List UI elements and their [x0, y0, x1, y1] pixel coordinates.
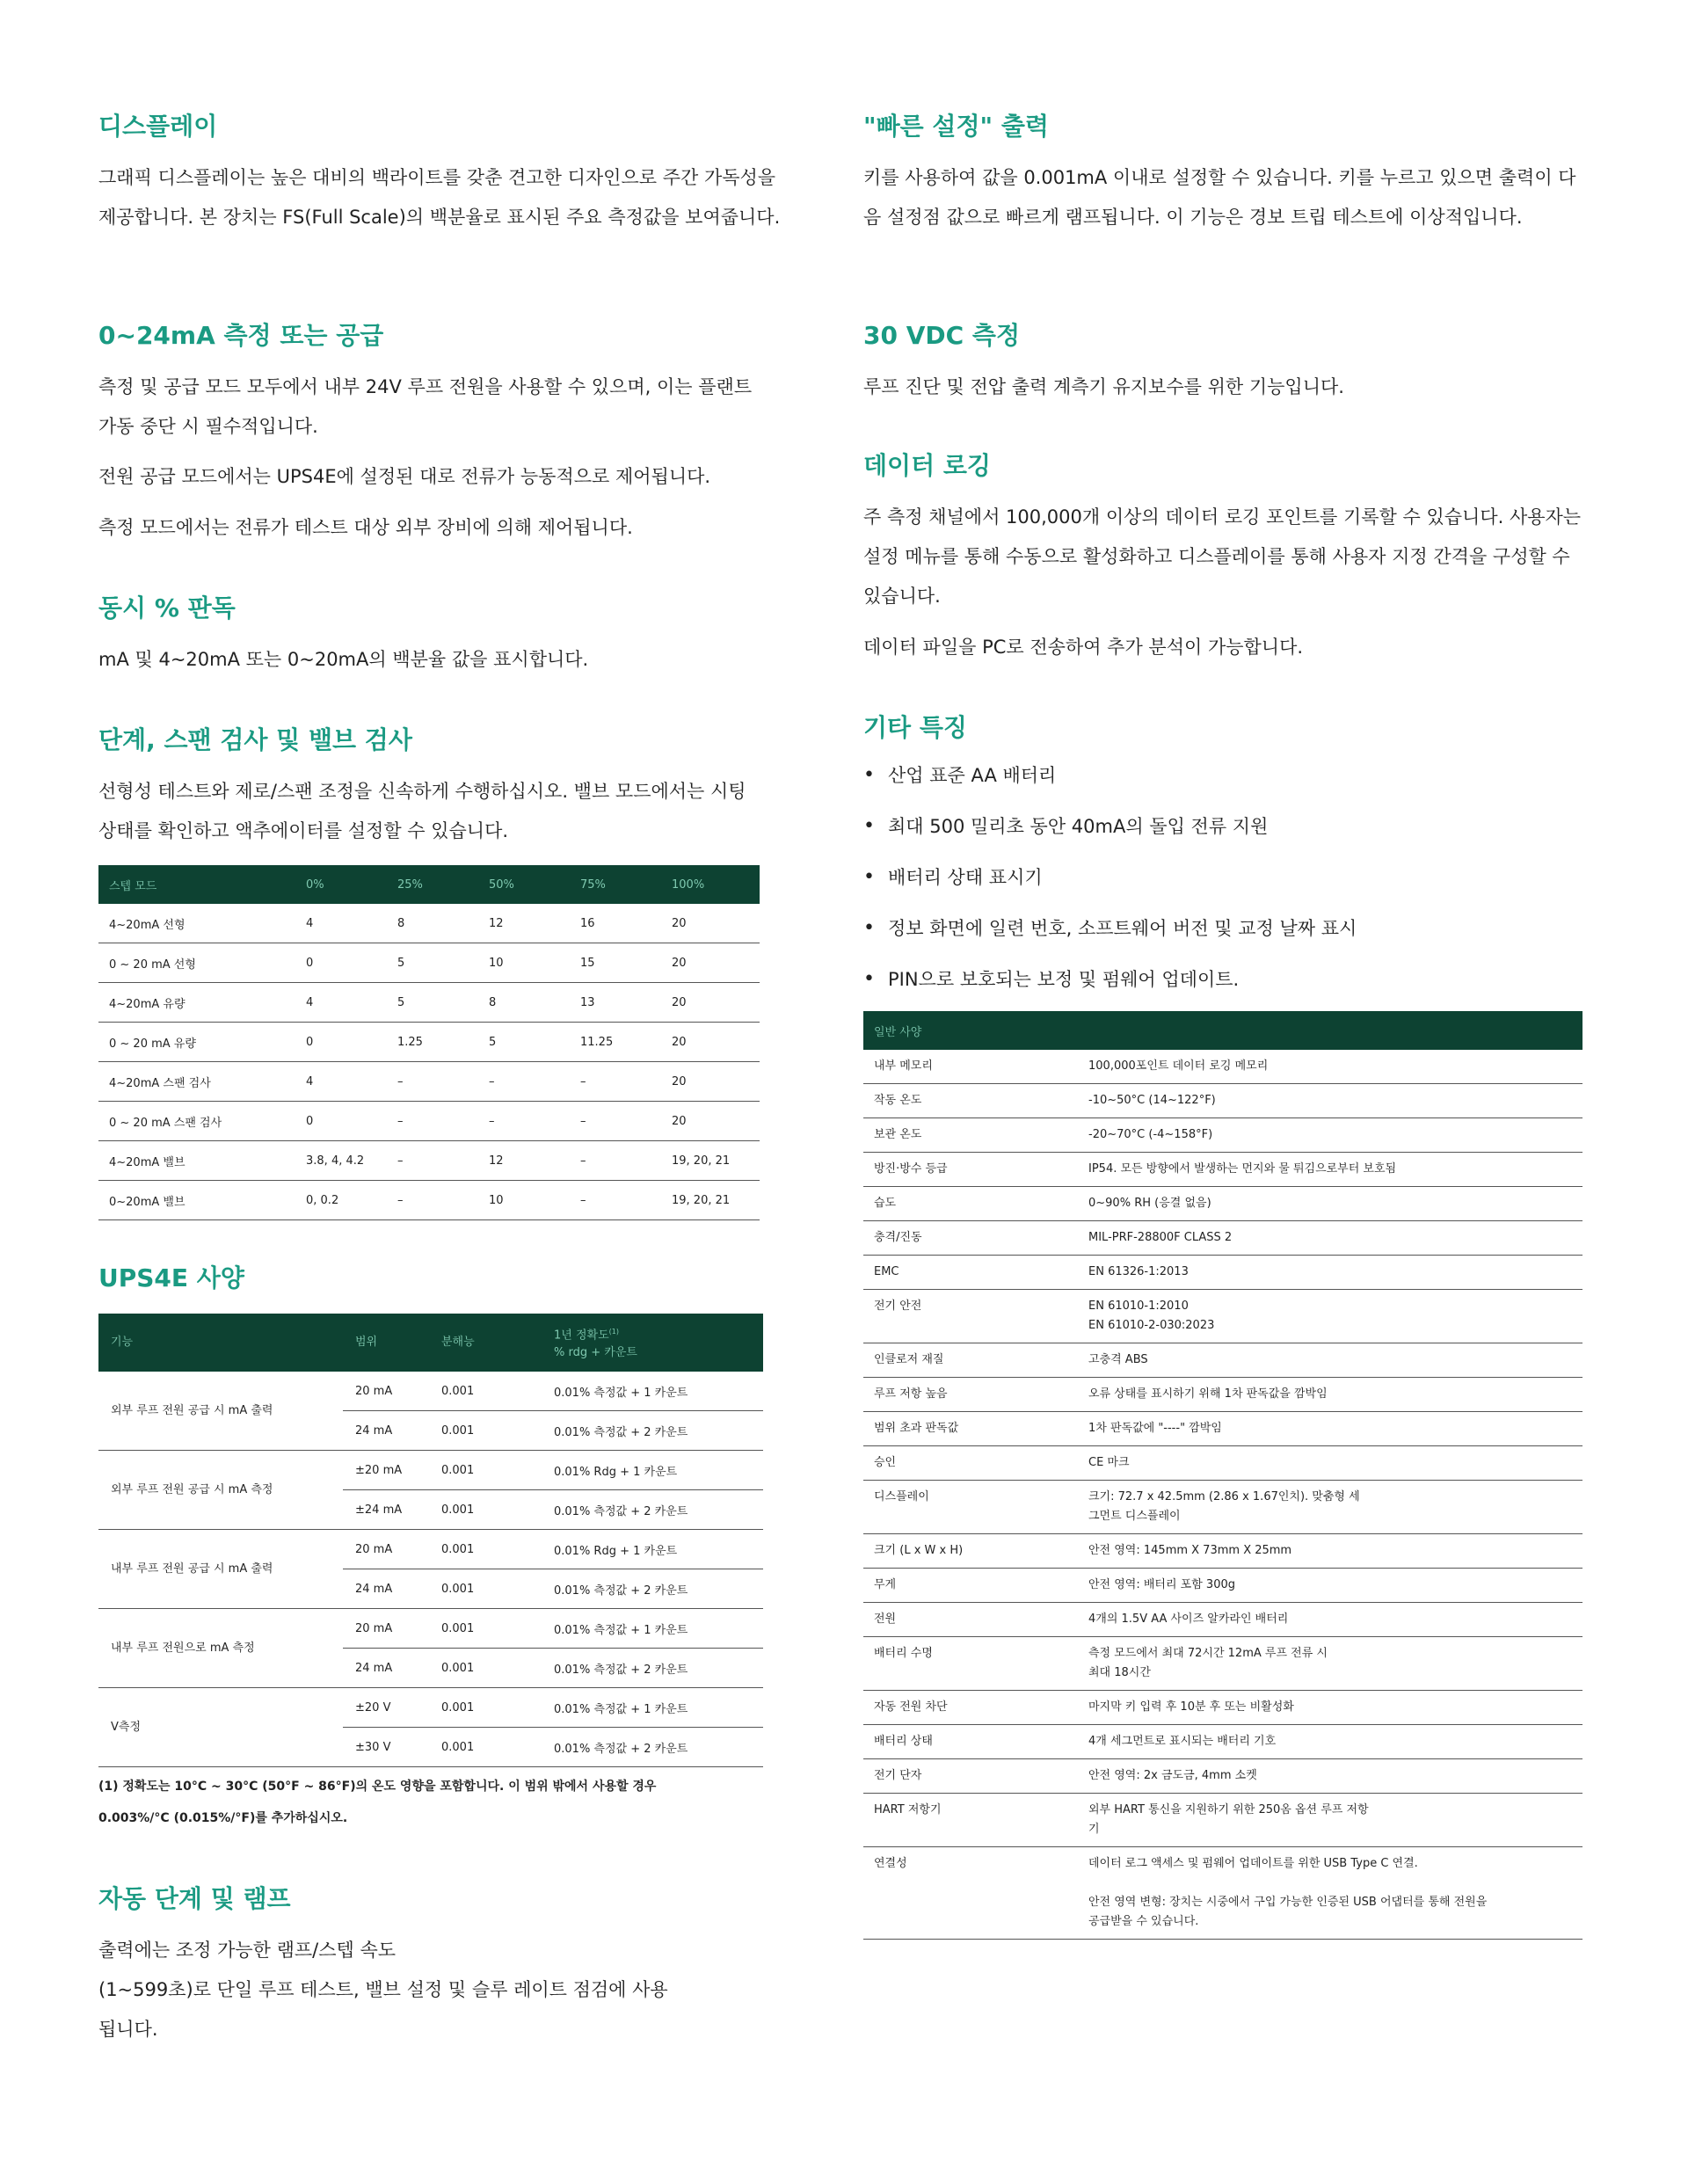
feature-list-item: • 산업 표준 AA 배터리 [863, 760, 1584, 811]
spec-range-cell: ±24 mA [343, 1490, 429, 1530]
step-value-cell: 13 [570, 983, 661, 1023]
general-spec-label: 방진·방수 등급 [863, 1153, 1078, 1187]
step-table-row [98, 943, 760, 983]
step-value-cell: 4 [295, 904, 387, 943]
ups-spec-table [98, 1314, 763, 1767]
general-spec-row [863, 1118, 1582, 1153]
ups-spec-heading: UPS4E 사양 [98, 1263, 244, 1292]
general-spec-row [863, 1050, 1582, 1084]
spec-function-cell: 내부 루프 전원 공급 시 mA 출력 [98, 1530, 343, 1609]
step-value-cell: 3.8, 4, 4.2 [295, 1141, 387, 1181]
step-table-row [98, 983, 760, 1023]
general-spec-label: 배터리 상태 [863, 1725, 1078, 1759]
step-value-cell: 12 [478, 904, 570, 943]
general-spec-value: 고충격 ABS [1078, 1343, 1582, 1378]
spec-header-range: 범위 [343, 1314, 429, 1372]
general-spec-label: 습도 [863, 1187, 1078, 1221]
spec-range-cell: ±20 V [343, 1688, 429, 1728]
spec-range-cell: ±20 mA [343, 1451, 429, 1490]
general-spec-label: 연결성 [863, 1847, 1078, 1940]
general-spec-row [863, 1569, 1582, 1603]
step-value-cell: – [387, 1062, 478, 1102]
step-value-cell: 0 [295, 1023, 387, 1062]
logging-p2: 데이터 파일을 PC로 전송하여 추가 분석이 가능합니다. [863, 637, 1304, 658]
general-spec-value: IP54. 모든 방향에서 발생하는 먼지와 물 튀김으로부터 보호됨 [1078, 1153, 1582, 1187]
display-heading: 디스플레이 [98, 112, 218, 141]
step-table-header [98, 865, 760, 904]
general-spec-value: 안전 영역: 145mm X 73mm X 25mm [1078, 1534, 1582, 1569]
step-table-row [98, 1141, 760, 1181]
step-mode-cell: 0~20mA 밸브 [98, 1181, 295, 1220]
general-spec-label: 배터리 수명 [863, 1637, 1078, 1691]
step-value-cell: 19, 20, 21 [661, 1181, 760, 1220]
spec-range-cell: 20 mA [343, 1372, 429, 1411]
quick-set-heading: "빠른 설정" 출력 [863, 112, 1049, 141]
step-table-row [98, 1023, 760, 1062]
general-spec-label: 충격/진동 [863, 1221, 1078, 1256]
general-spec-label: 보관 온도 [863, 1118, 1078, 1153]
step-value-cell: 4 [295, 1062, 387, 1102]
step-value-cell: 8 [387, 904, 478, 943]
spec-accuracy-cell: 0.01% 측정값 + 2 카운트 [542, 1649, 763, 1688]
general-spec-value: -10~50°C (14~122°F) [1078, 1084, 1582, 1118]
spec-range-cell: 24 mA [343, 1569, 429, 1609]
general-spec-value: EN 61010-1:2010 EN 61010-2-030:2023 [1078, 1290, 1582, 1343]
step-mode-cell: 4~20mA 스팬 검사 [98, 1062, 295, 1102]
general-spec-row [863, 1481, 1582, 1534]
step-value-cell: 0 [295, 1102, 387, 1141]
general-spec-label: 자동 전원 차단 [863, 1691, 1078, 1725]
general-spec-value: 1차 판독값에 "----" 깜박임 [1078, 1412, 1582, 1446]
step-value-cell: 0 [295, 943, 387, 983]
general-spec-row [863, 1534, 1582, 1569]
step-header-25: 25% [387, 865, 478, 904]
step-value-cell: 10 [478, 1181, 570, 1220]
step-mode-cell: 0 ~ 20 mA 스팬 검사 [98, 1102, 295, 1141]
feature-list-item: • 최대 500 밀리초 동안 40mA의 돌입 전류 지원 [863, 811, 1584, 862]
percent-heading: 동시 % 판독 [98, 593, 236, 622]
percent-body: mA 및 4~20mA 또는 0~20mA의 백분율 값을 표시합니다. [98, 649, 589, 670]
general-spec-value: 4개 세그먼트로 표시되는 배터리 기호 [1078, 1725, 1582, 1759]
step-value-cell: 15 [570, 943, 661, 983]
step-value-cell: – [570, 1181, 661, 1220]
measure-source-p1: 측정 및 공급 모드 모두에서 내부 24V 루프 전원을 사용할 수 있으며, 이는 플랜트 가동 중단 시 필수적입니다. [98, 376, 753, 437]
general-spec-value: 안전 영역: 배터리 포함 300g [1078, 1569, 1582, 1603]
step-table-row [98, 1102, 760, 1141]
step-value-cell: 20 [661, 943, 760, 983]
general-spec-row [863, 1343, 1582, 1378]
general-spec-value: EN 61326-1:2013 [1078, 1256, 1582, 1290]
measure-source-heading: 0~24mA 측정 또는 공급 [98, 321, 384, 350]
general-spec-row [863, 1691, 1582, 1725]
general-spec-value: 측정 모드에서 최대 72시간 12mA 루프 전류 시 최대 18시간 [1078, 1637, 1582, 1691]
general-spec-row [863, 1290, 1582, 1343]
spec-resolution-cell: 0.001 [429, 1490, 542, 1530]
step-mode-cell: 4~20mA 밸브 [98, 1141, 295, 1181]
feature-list-item: • PIN으로 보호되는 보정 및 펌웨어 업데이트. [863, 964, 1584, 1015]
general-spec-label: 무게 [863, 1569, 1078, 1603]
measure-source-p2: 전원 공급 모드에서는 UPS4E에 설정된 대로 전류가 능동적으로 제어됩니다. [98, 466, 711, 487]
general-spec-label: 작동 온도 [863, 1084, 1078, 1118]
spec-range-cell: 20 mA [343, 1609, 429, 1649]
general-spec-value: 100,000포인트 데이터 로깅 메모리 [1078, 1050, 1582, 1084]
step-mode-table [98, 865, 760, 1220]
general-spec-label: HART 저항기 [863, 1794, 1078, 1847]
general-spec-value: 0~90% RH (응결 없음) [1078, 1187, 1582, 1221]
general-spec-value: 외부 HART 통신을 지원하기 위한 250옴 옵션 루프 저항 기 [1078, 1794, 1582, 1847]
step-value-cell: 11.25 [570, 1023, 661, 1062]
spec-accuracy-cell: 0.01% 측정값 + 1 카운트 [542, 1688, 763, 1728]
general-spec-row [863, 1187, 1582, 1221]
auto-step-line2: (1~599초)로 단일 루프 테스트, 밸브 설정 및 슬루 레이트 점검에 사용 [98, 1979, 668, 2000]
general-spec-label: 내부 메모리 [863, 1050, 1078, 1084]
step-value-cell: 19, 20, 21 [661, 1141, 760, 1181]
vdc-body: 루프 진단 및 전압 출력 계측기 유지보수를 위한 기능입니다. [863, 376, 1344, 397]
spec-range-cell: 20 mA [343, 1530, 429, 1569]
spec-header-accuracy [542, 1314, 763, 1372]
general-spec-label: 인클로저 재질 [863, 1343, 1078, 1378]
step-mode-cell: 0 ~ 20 mA 유량 [98, 1023, 295, 1062]
step-value-cell: 20 [661, 1023, 760, 1062]
general-spec-value: 4개의 1.5V AA 사이즈 알카라인 배터리 [1078, 1603, 1582, 1637]
step-header-0: 0% [295, 865, 387, 904]
spec-function-cell: 내부 루프 전원으로 mA 측정 [98, 1609, 343, 1688]
general-spec-row [863, 1603, 1582, 1637]
step-mode-cell: 4~20mA 유량 [98, 983, 295, 1023]
spec-range-cell: 24 mA [343, 1411, 429, 1451]
general-spec-row [863, 1378, 1582, 1412]
general-spec-value: CE 마크 [1078, 1446, 1582, 1481]
spec-function-cell: 외부 루프 전원 공급 시 mA 측정 [98, 1451, 343, 1530]
step-value-cell: – [570, 1141, 661, 1181]
general-spec-label: 승인 [863, 1446, 1078, 1481]
step-span-heading: 단계, 스팬 검사 및 밸브 검사 [98, 725, 412, 754]
general-spec-label: 전기 단자 [863, 1759, 1078, 1794]
spec-accuracy-cell: 0.01% 측정값 + 1 카운트 [542, 1372, 763, 1411]
spec-resolution-cell: 0.001 [429, 1609, 542, 1649]
step-value-cell: 1.25 [387, 1023, 478, 1062]
step-value-cell: 12 [478, 1141, 570, 1181]
feature-list-item: • 배터리 상태 표시기 [863, 862, 1584, 913]
general-spec-row [863, 1794, 1582, 1847]
spec-accuracy-cell: 0.01% Rdg + 1 카운트 [542, 1451, 763, 1490]
step-value-cell: 20 [661, 1062, 760, 1102]
general-spec-row [863, 1221, 1582, 1256]
general-spec-row [863, 1153, 1582, 1187]
quick-set-body: 키를 사용하여 값을 0.001mA 이내로 설정할 수 있습니다. 키를 누르고 있으면 출력이 다음 설정점 값으로 빠르게 램프됩니다. 이 기능은 경보 트립 테스트에 이상적입니다. [863, 167, 1576, 228]
general-table-header [863, 1011, 1582, 1050]
step-value-cell: – [387, 1141, 478, 1181]
other-features-list [863, 760, 1584, 1015]
step-header-100: 100% [661, 865, 760, 904]
spec-header-accuracy-unit: % rdg + 카운트 [554, 1346, 637, 1360]
step-value-cell: 0, 0.2 [295, 1181, 387, 1220]
step-value-cell: 16 [570, 904, 661, 943]
spec-table-row [98, 1530, 763, 1569]
spec-accuracy-cell: 0.01% 측정값 + 1 카운트 [542, 1609, 763, 1649]
step-header-50: 50% [478, 865, 570, 904]
general-spec-row [863, 1256, 1582, 1290]
other-features-heading: 기타 특징 [863, 713, 967, 742]
general-spec-value: 오류 상태를 표시하기 위해 1차 판독값을 깜박임 [1078, 1378, 1582, 1412]
auto-step-line1: 출력에는 조정 가능한 램프/스텝 속도 [98, 1940, 397, 1961]
step-value-cell: 4 [295, 983, 387, 1023]
step-value-cell: 10 [478, 943, 570, 983]
step-table-row [98, 1062, 760, 1102]
spec-table-header [98, 1314, 763, 1372]
general-spec-value: MIL-PRF-28800F CLASS 2 [1078, 1221, 1582, 1256]
step-value-cell: – [478, 1102, 570, 1141]
spec-table-row [98, 1372, 763, 1411]
general-spec-table [863, 1011, 1582, 1940]
general-spec-label: 전기 안전 [863, 1290, 1078, 1343]
general-spec-label: 크기 (L x W x H) [863, 1534, 1078, 1569]
accuracy-footnote-line2: 0.003%/°C (0.015%/°F)를 추가하십시오. [98, 1811, 348, 1825]
spec-accuracy-cell: 0.01% 측정값 + 2 카운트 [542, 1728, 763, 1767]
logging-heading: 데이터 로깅 [863, 451, 991, 480]
general-spec-value: -20~70°C (-4~158°F) [1078, 1118, 1582, 1153]
spec-resolution-cell: 0.001 [429, 1451, 542, 1490]
spec-resolution-cell: 0.001 [429, 1372, 542, 1411]
step-mode-cell: 4~20mA 선형 [98, 904, 295, 943]
accuracy-footnote-line1: (1) 정확도는 10°C ~ 30°C (50°F ~ 86°F)의 온도 영향을 포함합니다. 이 범위 밖에서 사용할 경우 [98, 1780, 657, 1794]
general-header: 일반 사양 [863, 1011, 1582, 1050]
spec-header-footnote-mark: (1) [608, 1327, 619, 1336]
step-value-cell: 5 [387, 943, 478, 983]
step-header-75: 75% [570, 865, 661, 904]
step-value-cell: – [387, 1102, 478, 1141]
general-spec-row [863, 1847, 1582, 1940]
step-value-cell: 20 [661, 983, 760, 1023]
general-spec-label: EMC [863, 1256, 1078, 1290]
general-spec-row [863, 1725, 1582, 1759]
spec-accuracy-cell: 0.01% 측정값 + 2 카운트 [542, 1490, 763, 1530]
general-spec-value: 마지막 키 입력 후 10분 후 또는 비활성화 [1078, 1691, 1582, 1725]
spec-accuracy-cell: 0.01% 측정값 + 2 카운트 [542, 1411, 763, 1451]
step-value-cell: 8 [478, 983, 570, 1023]
spec-resolution-cell: 0.001 [429, 1530, 542, 1569]
spec-resolution-cell: 0.001 [429, 1728, 542, 1767]
step-value-cell: – [387, 1181, 478, 1220]
step-mode-cell: 0 ~ 20 mA 선형 [98, 943, 295, 983]
general-spec-label: 전원 [863, 1603, 1078, 1637]
logging-p1: 주 측정 채널에서 100,000개 이상의 데이터 로깅 포인트를 기록할 수 있습니다. 사용자는 설정 메뉴를 통해 수동으로 활성화하고 디스플레이를 통해 사용자 지정 간격을 구성할 수 있습니다. [863, 506, 1582, 607]
spec-accuracy-cell: 0.01% 측정값 + 2 카운트 [542, 1569, 763, 1609]
step-span-body: 선형성 테스트와 제로/스팬 조정을 신속하게 수행하십시오. 밸브 모드에서는 시팅 상태를 확인하고 액추에이터를 설정할 수 있습니다. [98, 781, 746, 841]
spec-header-accuracy-label: 1년 정확도 [554, 1329, 609, 1343]
spec-range-cell: 24 mA [343, 1649, 429, 1688]
step-value-cell: – [570, 1062, 661, 1102]
general-spec-label: 범위 초과 판독값 [863, 1412, 1078, 1446]
general-spec-label: 디스플레이 [863, 1481, 1078, 1534]
step-value-cell: 20 [661, 904, 760, 943]
general-spec-row [863, 1084, 1582, 1118]
step-table-row [98, 1181, 760, 1220]
measure-source-p3: 측정 모드에서는 전류가 테스트 대상 외부 장비에 의해 제어됩니다. [98, 517, 633, 538]
step-value-cell: – [570, 1102, 661, 1141]
spec-function-cell: 외부 루프 전원 공급 시 mA 출력 [98, 1372, 343, 1451]
general-spec-row [863, 1412, 1582, 1446]
step-value-cell: – [478, 1062, 570, 1102]
spec-table-row [98, 1451, 763, 1490]
spec-accuracy-cell: 0.01% Rdg + 1 카운트 [542, 1530, 763, 1569]
step-table-row [98, 904, 760, 943]
spec-range-cell: ±30 V [343, 1728, 429, 1767]
general-spec-value: 크기: 72.7 x 42.5mm (2.86 x 1.67인치). 맞춤형 세 그먼트 디스플레이 [1078, 1481, 1582, 1534]
spec-table-row [98, 1688, 763, 1728]
spec-table-row [98, 1609, 763, 1649]
spec-resolution-cell: 0.001 [429, 1649, 542, 1688]
step-value-cell: 5 [478, 1023, 570, 1062]
spec-resolution-cell: 0.001 [429, 1411, 542, 1451]
general-spec-value: 데이터 로그 액세스 및 펌웨어 업데이트를 위한 USB Type C 연결. 안전 영역 변형: 장치는 시중에서 구입 가능한 인증된 USB 어댑터를 통해 전원을 공급받을 수 있습니다. [1078, 1847, 1582, 1940]
general-spec-row [863, 1759, 1582, 1794]
display-body: 그래픽 디스플레이는 높은 대비의 백라이트를 갖춘 견고한 디자인으로 주간 가독성을 제공합니다. 본 장치는 FS(Full Scale)의 백분율로 표시된 주요 측정값을 보여줍니다. [98, 167, 781, 228]
step-value-cell: 20 [661, 1102, 760, 1141]
spec-header-resolution: 분해능 [429, 1314, 542, 1372]
general-spec-row [863, 1446, 1582, 1481]
general-spec-row [863, 1637, 1582, 1691]
spec-resolution-cell: 0.001 [429, 1569, 542, 1609]
step-header-mode: 스텝 모드 [98, 865, 295, 904]
step-value-cell: 5 [387, 983, 478, 1023]
auto-step-heading: 자동 단계 및 램프 [98, 1884, 291, 1913]
spec-resolution-cell: 0.001 [429, 1688, 542, 1728]
feature-list-item: • 정보 화면에 일련 번호, 소프트웨어 버전 및 교정 날짜 표시 [863, 913, 1584, 964]
spec-function-cell: V측정 [98, 1688, 343, 1767]
vdc-heading: 30 VDC 측정 [863, 321, 1021, 350]
spec-header-function: 기능 [98, 1314, 343, 1372]
auto-step-line3: 됩니다. [98, 2019, 158, 2040]
general-spec-label: 루프 저항 높음 [863, 1378, 1078, 1412]
general-spec-value: 안전 영역: 2x 금도금, 4mm 소켓 [1078, 1759, 1582, 1794]
